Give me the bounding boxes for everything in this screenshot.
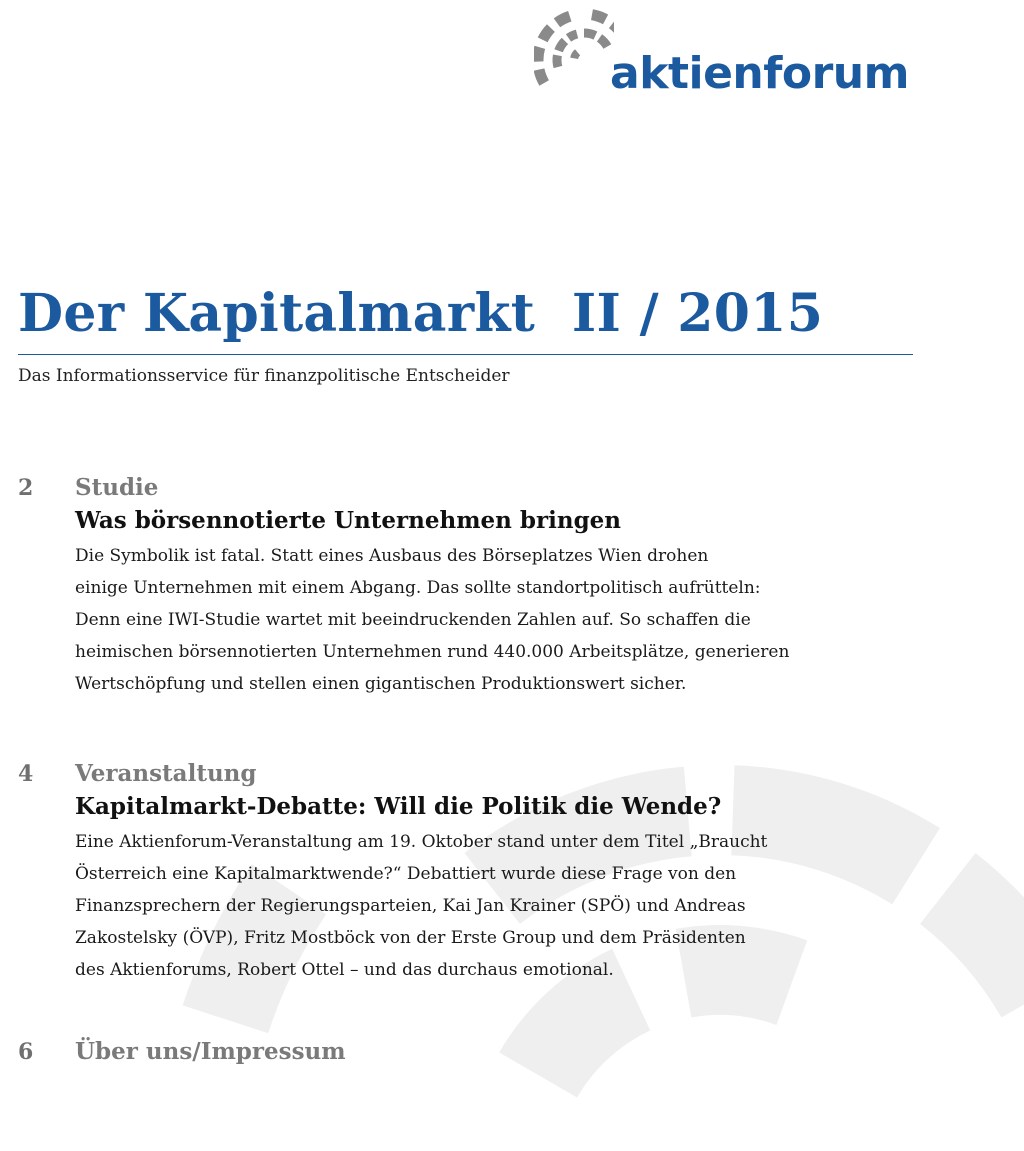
masthead — [18, 282, 913, 387]
teaser-line: Zakostelsky (ÖVP), Fritz Mostböck von der Erste Group und dem Präsidenten — [75, 928, 746, 948]
toc-page-number: 2 — [18, 475, 34, 501]
toc-category: Studie — [75, 474, 159, 501]
logo-dash — [543, 28, 551, 40]
logo-dash — [538, 47, 540, 61]
page-title: Der Kapitalmarkt II / 2015 — [18, 283, 824, 344]
aktienforum-logo — [534, 0, 934, 125]
logo-dash — [584, 33, 595, 36]
teaser-line: Eine Aktienforum-Veranstaltung am 19. Oktober stand unter dem Titel „Braucht — [75, 832, 768, 852]
toc-teaser — [75, 540, 918, 700]
teaser-line: Österreich eine Kapitalmarktwende?“ Debattiert wurde diese Frage von den — [75, 864, 737, 884]
teaser-line: des Aktienforums, Robert Ottel – und das durchaus emotional. — [75, 960, 614, 980]
teaser-line: Denn eine IWI-Studie wartet mit beeindruckenden Zahlen auf. So schaffen die — [75, 610, 751, 630]
teaser-line: Die Symbolik ist fatal. Statt eines Ausbaus des Börseplatzes Wien drohen — [75, 546, 709, 566]
toc-headline: Was börsennotierte Unternehmen bringen — [75, 507, 622, 534]
logo-dash — [599, 38, 607, 47]
logo-dash — [569, 34, 577, 38]
logo-dash — [539, 70, 544, 83]
toc-entry-studie[interactable] — [18, 472, 918, 700]
logo-dash — [557, 55, 558, 67]
teaser-line: Wertschöpfung und stellen einen gigantischen Produktionswert sicher. — [75, 674, 687, 694]
dashed-circle-logo-icon — [534, 0, 614, 125]
teaser-line: Finanzsprechern der Regierungsparteien, Kai Jan Krainer (SPÖ) und Andreas — [75, 896, 746, 916]
toc-headline: Kapitalmarkt-Debatte: Will die Politik die Wende? — [75, 793, 722, 820]
logo-dash — [574, 52, 577, 58]
toc-page-number: 6 — [18, 1039, 34, 1065]
teaser-line: heimischen börsennotierten Unternehmen rund 440.000 Arbeitsplätze, generieren — [75, 642, 790, 662]
logo-dash — [612, 24, 614, 35]
watermark-arc — [948, 888, 1024, 995]
logo-dash — [559, 41, 565, 51]
table-of-contents — [18, 472, 918, 1068]
toc-category: Veranstaltung — [75, 760, 257, 787]
teaser-line: einige Unternehmen mit einem Abgang. Das sollte standortpolitisch aufrütteln: — [75, 578, 761, 598]
toc-entry-impressum[interactable] — [18, 1036, 918, 1068]
page-subtitle: Das Informationsservice für finanzpolitische Entscheider — [18, 366, 510, 386]
toc-entry-veranstaltung[interactable] — [18, 758, 918, 986]
logo-dash — [557, 16, 570, 23]
toc-teaser — [75, 826, 918, 986]
logo-wordmark: aktienforum — [610, 48, 909, 99]
title-divider — [18, 354, 913, 355]
logo-dash — [592, 15, 606, 20]
toc-category: Über uns/Impressum — [75, 1038, 346, 1065]
toc-page-number: 4 — [18, 761, 34, 787]
